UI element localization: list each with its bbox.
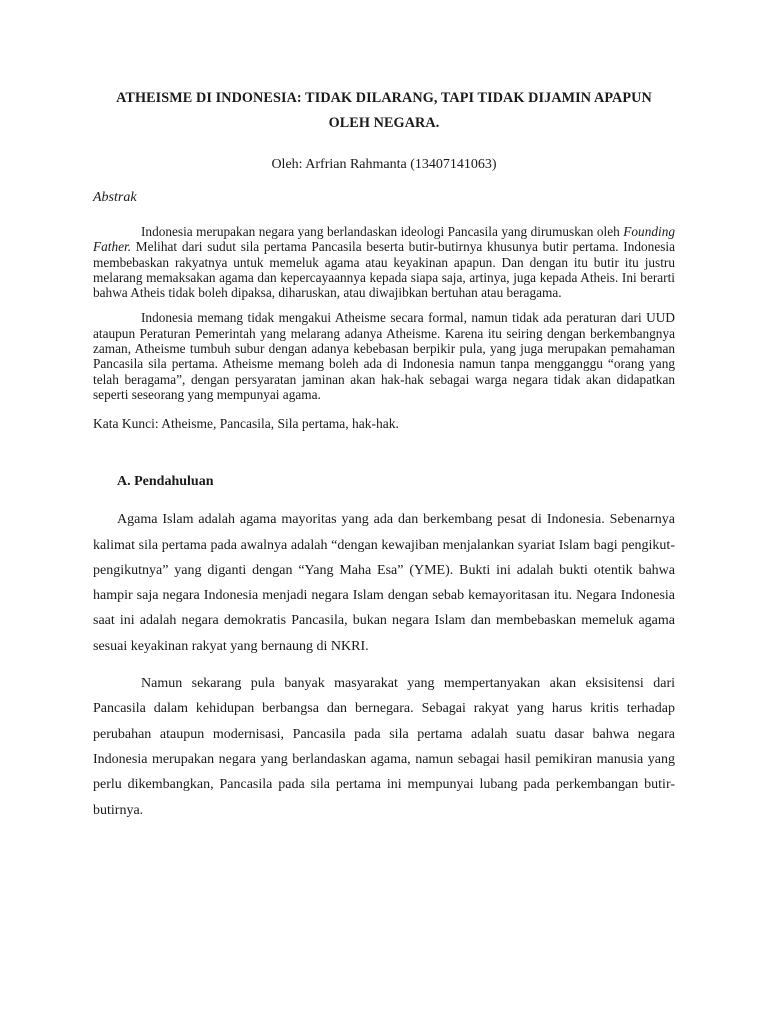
title-line-1: ATHEISME DI INDONESIA: TIDAK DILARANG, TAPI TIDAK DIJAMIN APAPUN <box>116 90 652 106</box>
abstract-section <box>93 224 675 402</box>
abstract-heading: Abstrak <box>93 190 137 205</box>
abstract-paragraph-2: Indonesia memang tidak mengakui Atheisme secara formal, namun tidak ada peraturan dari UUD ataupun Peraturan Pemerintah yang melarang adanya Atheisme. Karena itu seiring dengan berkembangnya zaman, Atheisme tumbuh subur dengan adanya kebebasan berpikir pula, yang juga merupakan pemahaman Pancasila sila pertama. Atheisme memang boleh ada di Indonesia namun tanpa mengganggu “orang yang telah beragama”, dengan persyaratan jaminan akan hak-hak sebagai warga negara tidak akan didapatkan seperti seseorang yang mempunyai agama. <box>93 310 675 402</box>
title-line-2: OLEH NEGARA. <box>328 115 440 131</box>
body-paragraph-1: Agama Islam adalah agama mayoritas yang ada dan berkembang pesat di Indonesia. Sebenarnya kalimat sila pertama pada awalnya adalah “dengan kewajiban menjalankan syariat Islam bagi pengikut-pengikutnya” yang diganti dengan “Yang Maha Esa” (YME). Bukti ini adalah bukti otentik bahwa hampir saja negara Indonesia menjadi negara Islam dengan sebab kemayoritasan itu. Negara Indonesia saat ini adalah negara demokratis Pancasila, bukan negara Islam dan membebaskan memeluk agama sesuai keyakinan rakyat yang bernaung di NKRI. <box>93 512 675 654</box>
document-page <box>93 86 675 823</box>
author-line: Oleh: Arfrian Rahmanta (13407141063) <box>271 157 497 172</box>
abstract-paragraph-1 <box>93 224 675 300</box>
body-paragraph-2: Namun sekarang pula banyak masyarakat yang mempertanyakan akan eksisitensi dari Pancasila dalam kehidupan berbangsa dan bernegara. Sebagai rakyat yang harus kritis terhadap perubahan ataupun modernisasi, Pancasila pada sila pertama adalah suatu dasar bahwa negara Indonesia merupakan negara yang berlandaskan agama, namun sebagai hasil pemikiran manusia yang perlu dikembangkan, Pancasila pada sila pertama ini mempunyai lubang pada perkembangan butir-butirnya. <box>93 676 675 818</box>
abstract-p1-text-a: Indonesia merupakan negara yang berlandaskan ideologi Pancasila yang dirumuskan oleh <box>141 224 624 239</box>
body-section <box>93 507 675 823</box>
keywords-line: Kata Kunci: Atheisme, Pancasila, Sila pertama, hak-hak. <box>93 416 399 432</box>
document-title <box>93 86 675 136</box>
abstract-p1-text-b: Melihat dari sudut sila pertama Pancasila beserta butir-butirnya khusunya butir pertama. Indonesia membebaskan rakyatnya untuk memeluk agama atau keyakinan apapun. Dan dengan itu butir itu justru melarang memaksakan agama dan kepercayaannya kepada siapa saja, artinya, juga kepada Atheis. Ini berarti bahwa Atheis tidak boleh dipaksa, diharuskan, atau diwajibkan bertuhan atau beragama. <box>93 239 675 301</box>
section-heading-pendahuluan: A. Pendahuluan <box>117 474 214 490</box>
abstract-p1-italic: Founding Father. <box>93 224 675 255</box>
